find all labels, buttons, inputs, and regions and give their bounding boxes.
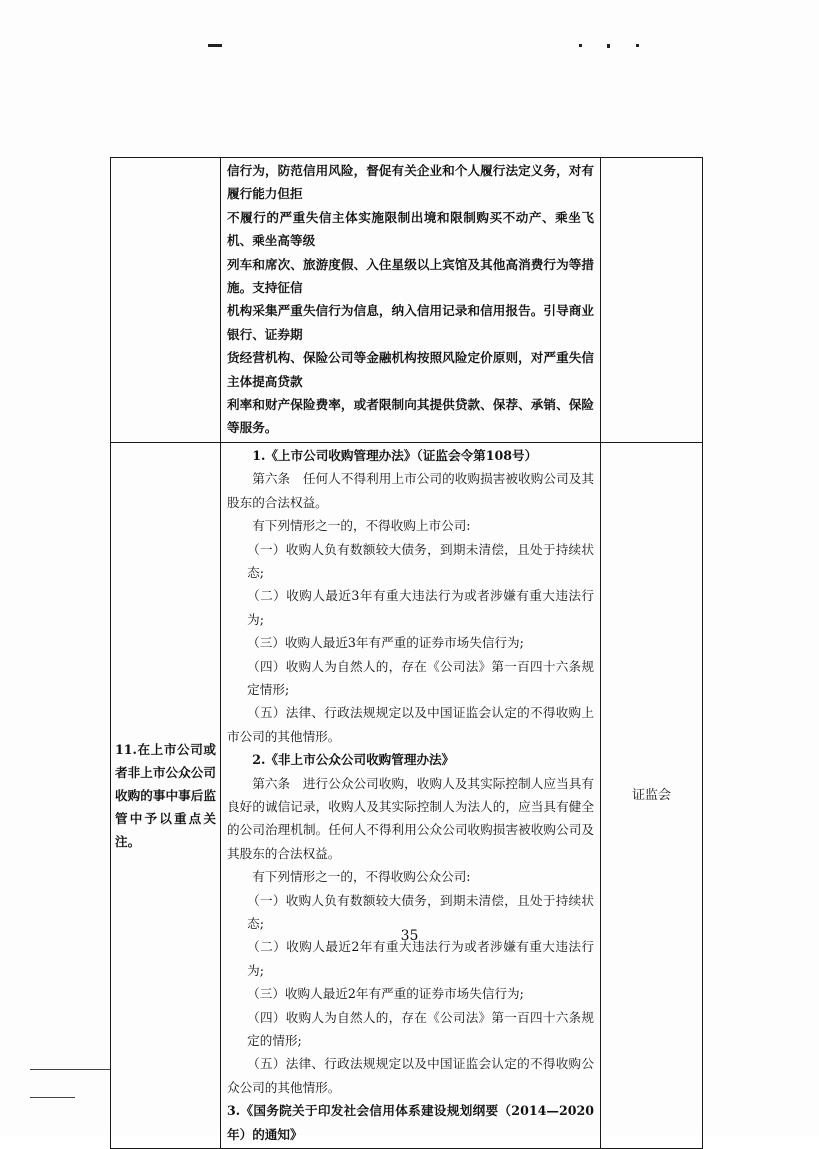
law-item: （二）收购人最近2年有重大违法行为或者涉嫌有重大违法行为; [247,939,594,978]
measure-cell [111,442,221,1148]
measure-text: 11.在上市公司或者非上市公众公司收购的事中事后监管中予以重点关注。 [115,741,216,849]
law-article: 第六条 任何人不得利用上市公司的收购损害被收购公司及其股东的合法权益。 [227,471,594,510]
text-line: 不履行的严重失信主体实施限制出境和限制购买不动产、乘坐飞机、乘坐高等级 [227,209,594,249]
basis-text [221,158,600,442]
law-item: （一）收购人负有数额较大债务，到期未清偿，且处于持续状态; [247,541,594,580]
law-title: 3.《国务院关于印发社会信用体系建设规划纲要（2014—2020年）的通知》 [227,1103,594,1142]
law-article: 第六条 进行公众公司收购，收购人及其实际控制人应当具有良好的诚信记录，收购人及其实际控制人为法人的，应当具有健全的公司治理机制。任何人不得利用公众公司收购损害被收购公司及其股东的合法权益。 [227,775,594,861]
table-row [111,158,703,443]
agency-cell [601,442,703,1148]
law-item: （二）收购人最近3年有重大违法行为或者涉嫌有重大违法行为; [247,588,594,627]
agency-text: 证监会 [631,788,671,804]
law-item: （五）法律、行政法规规定以及中国证监会认定的不得收购公众公司的其他情形。 [227,1056,594,1095]
law-intro: 有下列情形之一的，不得收购公众公司: [252,869,471,885]
law-item: （四）收购人为自然人的，存在《公司法》第一百四十六条规定的情形; [247,1009,594,1049]
law-item: （四）收购人为自然人的，存在《公司法》第一百四十六条规定情形; [247,658,594,697]
law-intro: 有下列情形之一的，不得收购上市公司: [252,518,471,534]
agency-cell [601,158,703,443]
law-title: 1.《上市公司收购管理办法》（证监会令第108号） [252,447,538,463]
text-line: 机构采集严重失信行为信息，纳入信用记录和信用报告。引导商业银行、证券期 [227,303,594,342]
text-line: 列车和席次、旅游度假、入住星级以上宾馆及其他高消费行为等措施。支持征信 [227,256,594,296]
text-line: 货经营机构、保险公司等金融机构按照风险定价原则，对严重失信主体提高贷款 [227,350,594,389]
law-item: （三）收购人最近2年有严重的证券市场失信行为; [247,986,524,1002]
scan-line [30,1097,75,1098]
page-number: 35 [400,928,419,944]
basis-text [221,443,600,1148]
scan-speck [636,44,639,47]
law-title: 2.《非上市公众公司收购管理办法》 [252,752,455,768]
regulation-table [110,157,703,1149]
text-line: 利率和财产保险费率，或者限制向其提供贷款、保荐、承销、保险等服务。 [227,397,594,436]
scan-line [30,1069,110,1070]
text-line: 信行为，防范信用风险，督促有关企业和个人履行法定义务，对有履行能力但拒 [227,163,594,202]
scan-speck [579,44,582,47]
basis-cell [221,158,601,443]
table-row [111,442,703,1148]
measure-cell [111,158,221,443]
law-item: （一）收购人负有数额较大债务，到期未清偿，且处于持续状态; [247,892,594,931]
scan-speck [208,44,222,47]
scan-speck [607,44,610,48]
basis-cell [221,442,601,1148]
law-item: （三）收购人最近3年有严重的证券市场失信行为; [247,635,524,651]
law-item: （五）法律、行政法规规定以及中国证监会认定的不得收购上市公司的其他情形。 [227,705,594,744]
